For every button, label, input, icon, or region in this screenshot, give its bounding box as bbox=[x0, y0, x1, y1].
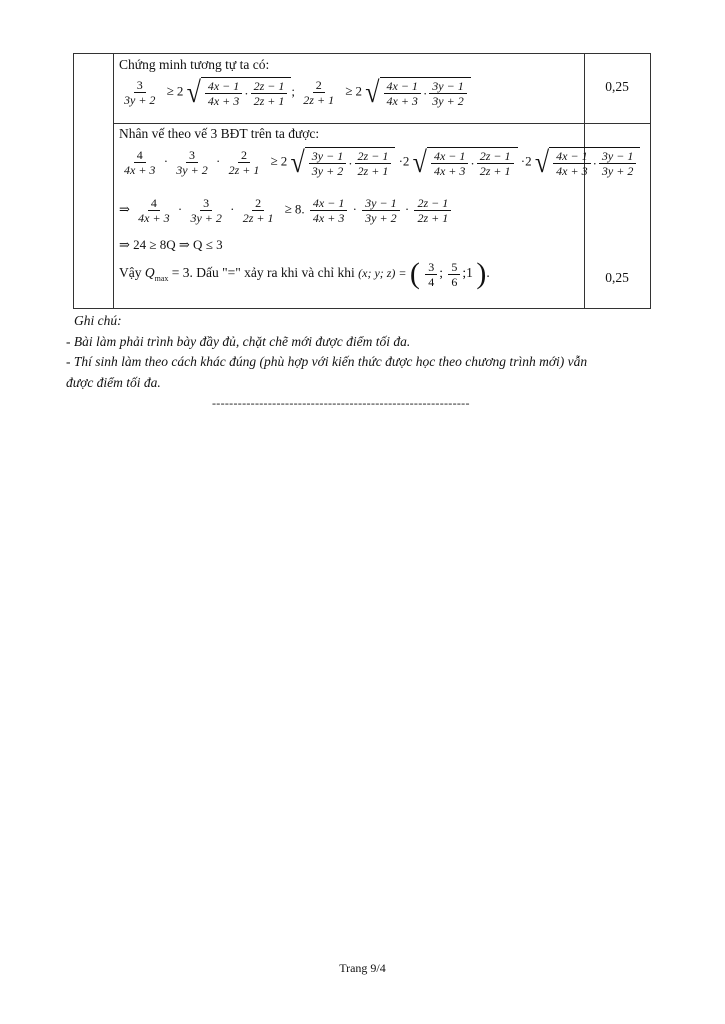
note-line-3: được điểm tối đa. bbox=[66, 374, 161, 390]
table-border-right bbox=[650, 53, 651, 309]
page-number: Trang 9/4 bbox=[339, 961, 386, 975]
row2-score: 0,25 bbox=[605, 270, 629, 285]
row2-formula-1: $\frac{4}{4x + 3}$ · $\frac{3}{3y + 2}$ · $\frac{2}{2z + 1}$ ≥ 2 √ $\frac{3y - 1}{3y + 2}$ · $\frac{2z - 1}{2z + 1}$ ·2 √ $\frac{4x - 1}{4x + 3}$ · $\frac{2z - 1}{2z + 1}$ ·2 √ $\frac{4x - 1}{4x + 3}$ · $\frac{3y - 1}{3y + 2}$ bbox=[119, 147, 640, 178]
row2-formula-3: ⇒ 24 ≥ 8Q ⇒ Q ≤ 3 bbox=[119, 237, 223, 252]
notes bbox=[66, 311, 587, 393]
row1-score: 0,25 bbox=[605, 79, 629, 94]
table-border-left bbox=[73, 53, 74, 309]
notes-title: Ghi chú: bbox=[74, 313, 122, 328]
sqrt: √ $\frac{4x - 1}{4x + 3}$ · $\frac{3y - 1}{3y + 2}$ bbox=[365, 77, 471, 108]
answer-table bbox=[73, 53, 651, 309]
table-border-bottom bbox=[73, 308, 651, 309]
table-border-top bbox=[73, 53, 651, 54]
end-rule: ------------------------------------------------------------ bbox=[212, 396, 470, 410]
sqrt: √ $\frac{4x - 1}{4x + 3}$ · $\frac{2z - 1}{2z + 1}$ bbox=[187, 77, 292, 108]
table-border-col1 bbox=[113, 53, 114, 309]
fraction: $\frac{2}{2z + 1}$ bbox=[303, 78, 335, 107]
note-line-2: - Thí sinh làm theo cách khác đúng (phù hợp với kiến thức được học theo chương trình mới) vẫn bbox=[66, 354, 588, 369]
row2-conclusion: Vậy $Q_{max} = 3$. Dấu "=" xảy ra khi và chỉ khi (x; y; z) = ( $\frac{3}{4}$ ; $\frac{5}{6}$ ;1 ). bbox=[119, 257, 490, 290]
row2-heading: Nhân vế theo vế 3 BĐT trên ta được: bbox=[119, 126, 320, 141]
row1-formula: $\frac{3}{3y + 2}$ ≥ 2 √ $\frac{4x - 1}{4x + 3}$ · $\frac{2z - 1}{2z + 1}$ ; $\frac{2}{2z + 1}$ ≥ 2 √ $\frac{4x - 1}{4x + 3}$ · $\frac{3y - 1}{3y + 2}$ bbox=[119, 77, 471, 108]
row2-formula-2: ⇒ $\frac{4}{4x + 3}$ · $\frac{3}{3y + 2}$ · $\frac{2}{2z + 1}$ ≥ 8. $\frac{4x - 1}{4x + 3}$ · $\frac{3y - 1}{3y + 2}$ · $\frac{2z - 1}{2z + 1}$ bbox=[119, 196, 453, 225]
row1-heading: Chứng minh tương tự ta có: bbox=[119, 57, 270, 72]
table-row-divider bbox=[113, 123, 651, 124]
note-line-1: - Bài làm phải trình bày đầy đủ, chặt chẽ mới được điểm tối đa. bbox=[66, 333, 411, 349]
fraction: $\frac{3}{3y + 2}$ bbox=[124, 78, 156, 107]
